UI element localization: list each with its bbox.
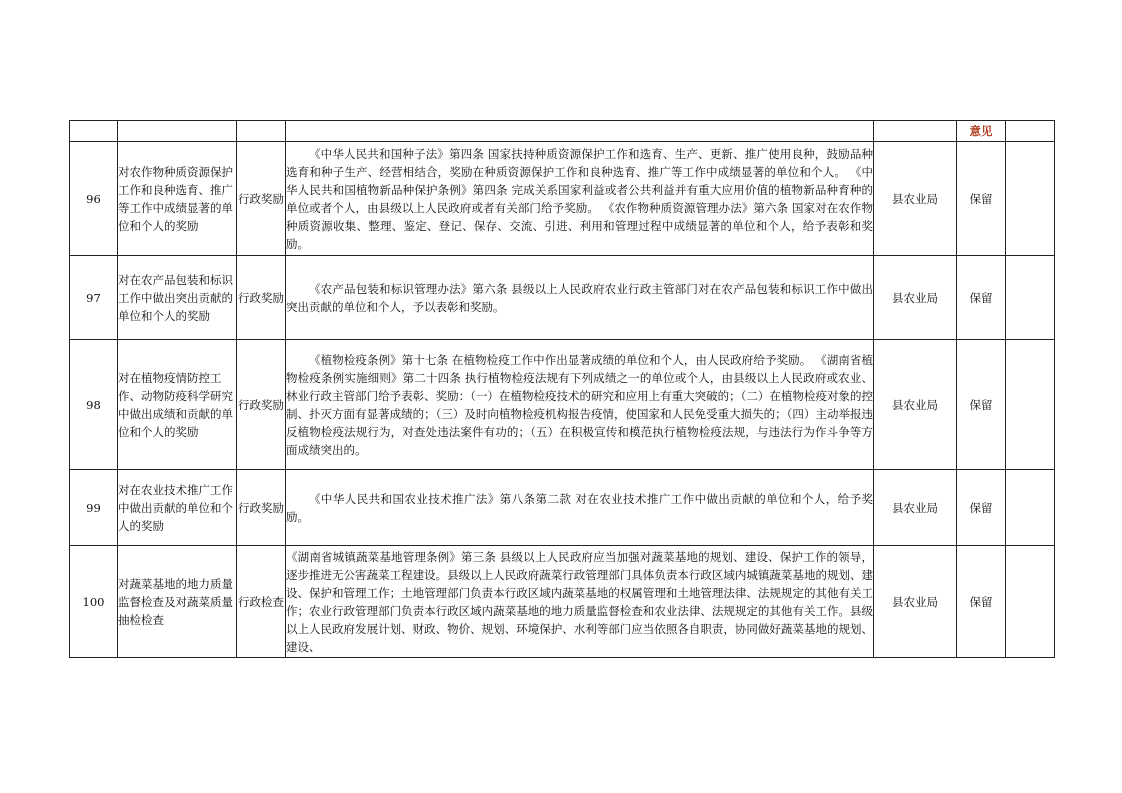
basis-text: 《中华人民共和国种子法》第四条 国家扶持种质资源保护工作和选育、生产、更新、推广使用良种，鼓励品种选育和种子生产、经营相结合，奖励在种质资源保护工作和良种选育、推广等工作中成绩显著的单位和个人。 《中华人民共和国植物新品种保护条例》第四条 完成关系国家利益或者公共利益并有重大应用价值的植物新品种育种的单位或者个人，由县级以上人民政府或者有关部门给予奖励。 《农作物种质资源管理办法》第六条 国家对在农作物种质资源收集、整理、鉴定、登记、保存、交流、引进、利用和管理过程中成绩显著的单位和个人，给予表彰和奖励。: [286, 146, 873, 251]
item-type: 行政奖励: [237, 470, 286, 546]
table-row: [70, 470, 1055, 546]
item-basis: [286, 340, 874, 470]
item-type: 行政奖励: [237, 256, 286, 340]
item-note: [1006, 142, 1055, 256]
item-note: [1006, 546, 1055, 658]
item-type: 行政奖励: [237, 340, 286, 470]
header-cell-note: [1006, 121, 1055, 142]
item-dept: 县农业局: [874, 470, 957, 546]
item-name: 对农作物种质资源保护工作和良种选育、推广等工作中成绩显著的单位和个人的奖励: [118, 142, 237, 256]
basis-text: 《中华人民共和国农业技术推广法》第八条第二款 对在农业技术推广工作中做出贡献的单位和个人，给予奖励。: [286, 491, 873, 524]
header-cell-basis: [286, 121, 874, 142]
table-row: [70, 340, 1055, 470]
item-name: 对蔬菜基地的地力质量监督检查及对蔬菜质量抽检检查: [118, 546, 237, 658]
item-opinion: 保留: [957, 142, 1006, 256]
item-type: 行政奖励: [237, 142, 286, 256]
item-basis: [286, 470, 874, 546]
opinion-header-label: 意见: [969, 124, 993, 138]
item-basis: [286, 256, 874, 340]
item-name: 对在农业技术推广工作中做出贡献的单位和个人的奖励: [118, 470, 237, 546]
row-number: 98: [70, 340, 118, 470]
item-dept: 县农业局: [874, 546, 957, 658]
table-row: [70, 142, 1055, 256]
row-number: 96: [70, 142, 118, 256]
table-row: [70, 546, 1055, 658]
item-basis: [286, 142, 874, 256]
item-dept: 县农业局: [874, 256, 957, 340]
row-number: 100: [70, 546, 118, 658]
item-dept: 县农业局: [874, 340, 957, 470]
item-type: 行政检查: [237, 546, 286, 658]
table-header-row: [70, 121, 1055, 142]
basis-text: 《湖南省城镇蔬菜基地管理条例》第三条 县级以上人民政府应当加强对蔬菜基地的规划、建设、保护工作的领导，逐步推进无公害蔬菜工程建设。县级以上人民政府蔬菜行政管理部门具体负责本行政区域内城镇蔬菜基地的规划、建设、保护和管理工作；土地管理部门负责本行政区域内蔬菜基地的权属管理和土地管理法律、法规规定的其他有关工作；农业行政管理部门负责本行政区域内蔬菜基地的地力质量监督检查和农业法律、法规规定的其他有关工作。县级以上人民政府发展计划、财政、物价、规划、环境保护、水利等部门应当依照各自职责，协同做好蔬菜基地的规划、建设、: [286, 549, 873, 654]
item-note: [1006, 256, 1055, 340]
item-basis: [286, 546, 874, 658]
basis-text: 《农产品包装和标识管理办法》第六条 县级以上人民政府农业行政主管部门对在农产品包装和标识工作中做出突出贡献的单位和个人，予以表彰和奖励。: [286, 281, 873, 314]
item-dept: 县农业局: [874, 142, 957, 256]
row-number: 97: [70, 256, 118, 340]
item-note: [1006, 340, 1055, 470]
basis-text: 《植物检疫条例》第十七条 在植物检疫工作中作出显著成绩的单位和个人，由人民政府给予奖励。 《湖南省植物检疫条例实施细则》第二十四条 执行植物检疫法规有下列成绩之一的单位或个人，由县级以上人民政府或农业、林业行政主管部门给予表彰、奖励：（一）在植物检疫技术的研究和应用上有重大突破的；（二）在植物检疫对象的控制、扑灭方面有显著成绩的；（三）及时向植物检疫机构报告疫情，使国家和人民免受重大损失的；（四）主动举报违反植物检疫法规行为，对查处违法案件有功的；（五）在积极宣传和模范执行植物检疫法规，与违法行为作斗争等方面成绩突出的。: [286, 352, 873, 457]
header-cell-dept: [874, 121, 957, 142]
power-list-table: [69, 120, 1055, 658]
table-row: [70, 256, 1055, 340]
item-opinion: 保留: [957, 546, 1006, 658]
item-opinion: 保留: [957, 470, 1006, 546]
item-name: 对在农产品包装和标识工作中做出突出贡献的单位和个人的奖励: [118, 256, 237, 340]
header-cell-type: [237, 121, 286, 142]
header-cell-name: [118, 121, 237, 142]
header-cell-no: [70, 121, 118, 142]
header-cell-opinion: [957, 121, 1006, 142]
row-number: 99: [70, 470, 118, 546]
item-opinion: 保留: [957, 340, 1006, 470]
item-opinion: 保留: [957, 256, 1006, 340]
item-note: [1006, 470, 1055, 546]
item-name: 对在植物疫情防控工作、动物防疫科学研究中做出成绩和贡献的单位和个人的奖励: [118, 340, 237, 470]
